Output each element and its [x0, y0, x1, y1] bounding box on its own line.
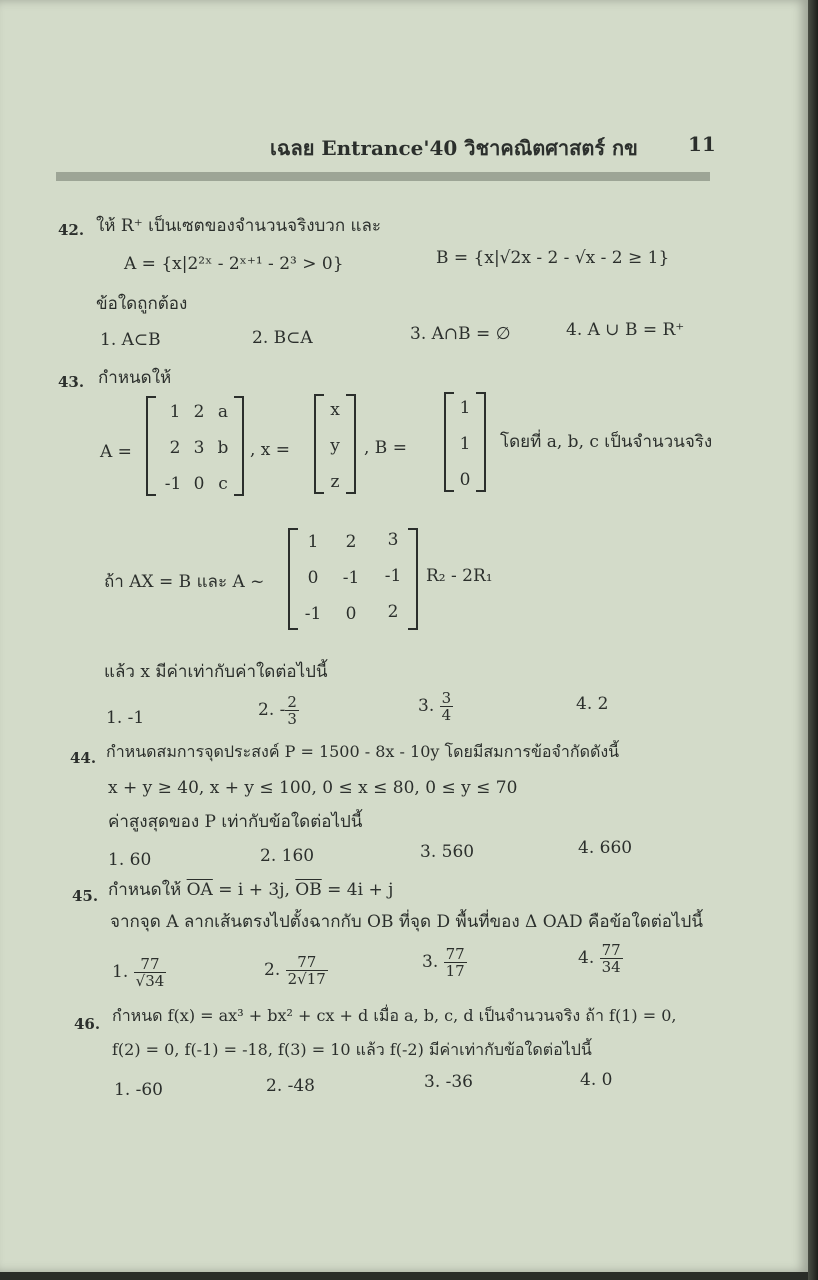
- matrix-cell: z: [330, 472, 340, 492]
- q46-stem: กำหนด f(x) = ax³ + bx² + cx + d เมื่อ a, b, c, d เป็นจำนวนจริง ถ้า f(1) = 0,: [112, 1006, 677, 1025]
- matrix-cell: 0: [307, 568, 319, 588]
- matrix-cell: y: [330, 436, 340, 456]
- denominator: 4: [441, 706, 452, 724]
- q46-choice-3: 3. -36: [424, 1072, 473, 1092]
- q42-question: ข้อใดถูกต้อง: [96, 294, 188, 314]
- q45-choice-2: [264, 954, 328, 987]
- matrix-cell: 2: [345, 532, 357, 552]
- matrix-a: [146, 396, 244, 496]
- matrix-b: [444, 392, 486, 492]
- q45-choice-4: [578, 942, 623, 975]
- choice-prefix: 4.: [578, 948, 595, 968]
- q42-set-b: B = {x|√2x - 2 - √x - 2 ≥ 1}: [436, 248, 670, 268]
- fraction: [444, 946, 467, 979]
- q43-choice-1: 1. -1: [106, 708, 145, 728]
- numerator: 77: [286, 954, 328, 971]
- matrix-cell: x: [330, 400, 340, 420]
- vector-oa-value: = i + 3j,: [218, 880, 290, 900]
- matrix-cell: a: [217, 402, 229, 422]
- numerator: 3: [441, 689, 452, 707]
- denominator: √34: [135, 972, 165, 990]
- matrix-cell: 1: [307, 532, 319, 552]
- choice-prefix: 1.: [112, 962, 129, 982]
- q46-choice-4: 4. 0: [580, 1070, 613, 1090]
- header-title: เฉลย Entrance'40 วิชาคณิตศาสตร์ กข: [270, 136, 638, 160]
- fraction: [134, 956, 167, 989]
- fraction: [600, 942, 623, 975]
- matrix-cell: 2: [169, 438, 181, 458]
- fraction: [285, 694, 299, 727]
- matrix-cell: 1: [459, 434, 471, 454]
- choice-prefix: 3.: [422, 952, 439, 972]
- q43-choice-2: [258, 694, 299, 727]
- q42-choice-4: 4. A ∪ B = R⁺: [566, 320, 685, 340]
- matrix-cell: -1: [342, 568, 360, 588]
- q45-vectors: [108, 880, 393, 900]
- q43-stem: กำหนดให้: [98, 368, 172, 388]
- denominator: 3: [287, 710, 297, 728]
- q45-choice-3: [422, 946, 467, 979]
- q45-stem2: จากจุด A ลากเส้นตรงไปตั้งฉากกับ OB ที่จุด D พื้นที่ของ Δ OAD คือข้อใดต่อไปนี้: [110, 912, 703, 932]
- matrix-reduced: [288, 528, 418, 630]
- matrix-cell: -1: [304, 604, 322, 624]
- q44-stem: กำหนดสมการจุดประสงค์ P = 1500 - 8x - 10y โดยมีสมการข้อจำกัดดังนี้: [106, 742, 620, 761]
- matrix-cell: 1: [459, 398, 471, 418]
- matrix-cell: 0: [345, 604, 357, 624]
- denominator: 34: [601, 958, 621, 976]
- numerator: 77: [445, 945, 465, 963]
- matrix-x: [314, 394, 356, 494]
- q43-row-op: R₂ - 2R₁: [426, 566, 493, 586]
- q45-stem-prefix: กำหนดให้: [108, 880, 182, 900]
- vector-ob: $\overline{OB}$: [295, 880, 322, 900]
- choice-prefix: 2.: [264, 960, 281, 980]
- denominator: 17: [445, 962, 465, 980]
- header-rule: [56, 172, 710, 181]
- q43-number: 43.: [58, 373, 85, 391]
- choice-prefix: 3.: [418, 696, 435, 716]
- matrix-cell: 3: [193, 438, 205, 458]
- matrix-cell: b: [217, 438, 229, 458]
- numerator: 77: [601, 941, 621, 959]
- q42-choice-1: 1. A⊂B: [100, 330, 161, 350]
- q44-choice-3: 3. 560: [420, 842, 475, 862]
- q45-number: 45.: [72, 887, 99, 905]
- q43-question: แล้ว x มีค่าเท่ากับค่าใดต่อไปนี้: [104, 662, 328, 682]
- fraction: [286, 954, 328, 987]
- numerator: 2: [287, 693, 297, 711]
- q44-constraints: x + y ≥ 40, x + y ≤ 100, 0 ≤ x ≤ 80, 0 ≤ y ≤ 70: [108, 778, 518, 798]
- q44-choice-4: 4. 660: [578, 838, 633, 858]
- matrix-cell: -1: [384, 566, 402, 586]
- q42-number: 42.: [58, 221, 85, 239]
- numerator: 77: [134, 956, 167, 973]
- q45-choice-1: [112, 956, 166, 989]
- q44-choice-1: 1. 60: [108, 850, 152, 870]
- q42-stem: ให้ R⁺ เป็นเซตของจำนวนจริงบวก และ: [96, 216, 382, 236]
- matrix-cell: 2: [193, 402, 205, 422]
- page-number: 11: [688, 132, 716, 156]
- choice-prefix: 2. -: [258, 700, 286, 720]
- vector-ob-value: = 4i + j: [327, 880, 394, 900]
- matrix-cell: 0: [193, 474, 205, 494]
- denominator: 2√17: [287, 970, 326, 988]
- q46-choice-1: 1. -60: [114, 1080, 163, 1100]
- matrix-cell: 3: [387, 530, 399, 550]
- q42-set-a: A = {x|2²ˣ - 2ˣ⁺¹ - 2³ > 0}: [124, 254, 344, 274]
- matrix-cell: -1: [164, 474, 182, 494]
- q43-choice-3: [418, 690, 453, 723]
- page-edge-shadow: [808, 0, 818, 1280]
- q44-choice-2: 2. 160: [260, 846, 315, 866]
- q43-choice-4: 4. 2: [576, 694, 609, 714]
- q44-number: 44.: [70, 749, 97, 767]
- q46-number: 46.: [74, 1015, 101, 1033]
- matrix-cell: c: [218, 474, 228, 494]
- q43-if-text: ถ้า AX = B และ A ~: [104, 572, 265, 592]
- q42-choice-2: 2. B⊂A: [252, 328, 313, 348]
- matrix-x-label: , x =: [250, 440, 291, 460]
- matrix-cell: 0: [459, 470, 471, 490]
- matrix-a-label: A =: [100, 442, 132, 462]
- q44-question: ค่าสูงสุดของ P เท่ากับข้อใดต่อไปนี้: [108, 812, 363, 832]
- matrix-cell: 2: [387, 602, 399, 622]
- q46-choice-2: 2. -48: [266, 1076, 315, 1096]
- vector-oa: $\overline{OA}$: [186, 880, 213, 900]
- fraction: [440, 690, 454, 723]
- matrix-cell: 1: [169, 402, 181, 422]
- q46-stem2: f(2) = 0, f(-1) = -18, f(3) = 10 แล้ว f(-2) มีค่าเท่ากับข้อใดต่อไปนี้: [112, 1040, 592, 1059]
- q43-condition: โดยที่ a, b, c เป็นจำนวนจริง: [500, 432, 713, 452]
- matrix-b-label: , B =: [364, 438, 407, 458]
- q42-choice-3: 3. A∩B = ∅: [410, 324, 511, 344]
